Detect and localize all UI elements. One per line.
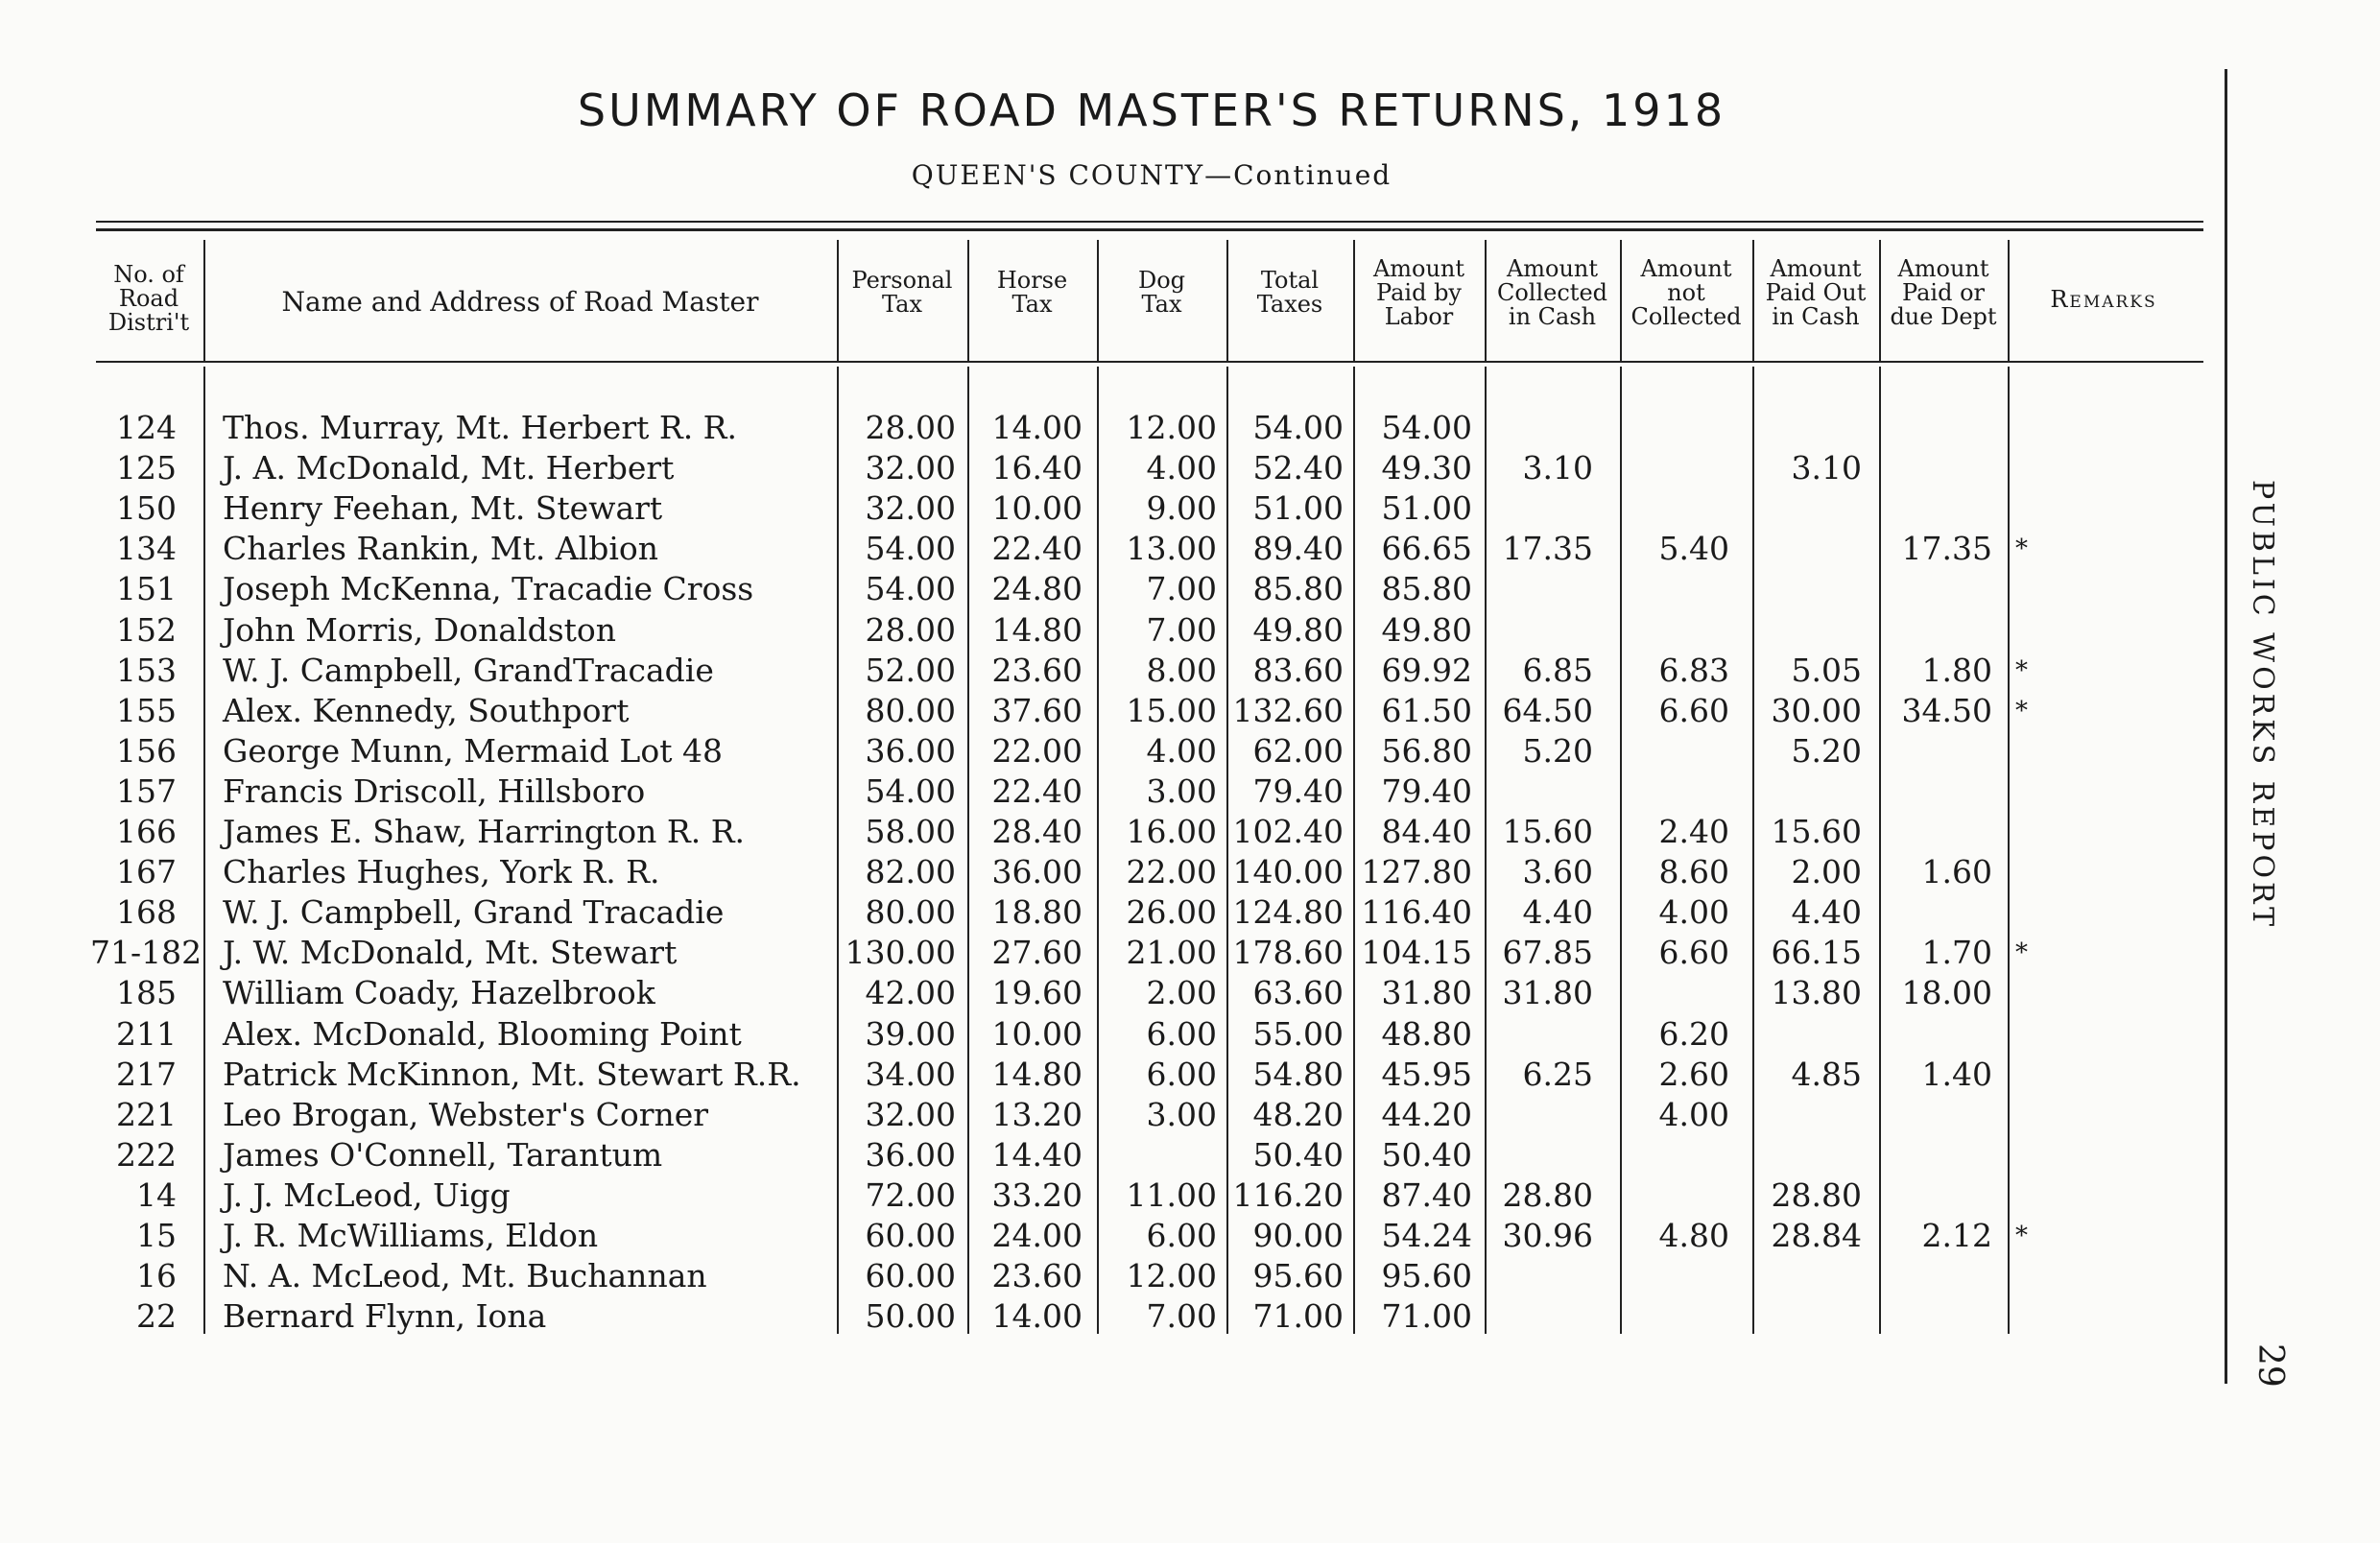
remark-asterisk: * [2015,938,2028,968]
column-header-line: Amount [1640,255,1732,282]
cell-not-collected: 4.00 [1658,1095,1729,1133]
cell-dog: 16.00 [1126,813,1217,850]
road-master-name: James O'Connell, Tarantum [223,1135,663,1174]
district-number: 124 [116,409,177,446]
cell-labor: 44.20 [1381,1095,1472,1133]
cell-collected: 4.40 [1522,893,1593,932]
district-number: 166 [116,813,177,850]
table-row [0,529,2207,569]
cell-horse: 22.00 [991,731,1083,770]
road-master-name: J. J. McLeod, Uigg [223,1175,511,1214]
cell-paid-out: 28.80 [1771,1175,1862,1214]
cell-labor: 84.40 [1381,813,1472,850]
cell-dog: 7.00 [1146,1297,1217,1336]
column-header-line: Paid Out [1765,279,1867,306]
column-header-line: in Cash [1508,303,1597,330]
cell-total: 55.00 [1252,1014,1344,1053]
cell-collected: 28.80 [1502,1175,1593,1214]
road-master-name: J. A. McDonald, Mt. Herbert [223,449,675,487]
column-header-paid-due-dept [1879,257,2008,329]
cell-total: 116.20 [1232,1175,1344,1214]
column-header-dog-tax [1097,269,1226,317]
cell-labor: 51.00 [1381,489,1472,528]
column-header-line: Tax [1012,291,1053,318]
cell-dog: 8.00 [1146,651,1217,689]
column-header-not-collected [1620,257,1752,329]
table-row [0,933,2207,973]
district-number: 150 [116,489,177,528]
cell-dog: 21.00 [1126,934,1217,972]
district-number: 217 [116,1055,177,1093]
cell-personal: 54.00 [865,530,956,568]
header-rule [96,361,2203,363]
cell-collected: 30.96 [1502,1217,1593,1254]
cell-horse: 14.00 [991,409,1083,446]
district-number: 152 [116,610,177,649]
column-header-line: in Cash [1772,303,1860,330]
cell-horse: 37.60 [991,691,1083,729]
cell-horse: 33.20 [991,1175,1083,1214]
cell-not-collected: 5.40 [1658,530,1729,568]
road-master-name: Thos. Murray, Mt. Herbert R. R. [223,409,738,446]
cell-paid-out: 5.20 [1791,731,1862,770]
cell-horse: 28.40 [991,813,1083,850]
cell-total: 178.60 [1232,934,1344,972]
cell-paid-out: 4.40 [1791,893,1862,932]
cell-total: 71.00 [1252,1297,1344,1336]
cell-paid-out: 5.05 [1791,651,1862,689]
road-master-name: Leo Brogan, Webster's Corner [223,1095,709,1133]
cell-personal: 60.00 [865,1217,956,1254]
cell-not-collected: 2.60 [1658,1055,1729,1093]
cell-paid-out: 3.10 [1791,449,1862,487]
column-header-line: Taxes [1256,291,1323,318]
cell-due-dept: 34.50 [1901,691,1992,729]
cell-total: 54.80 [1252,1055,1344,1093]
cell-not-collected: 2.40 [1658,813,1729,850]
district-number: 211 [116,1014,177,1053]
cell-personal: 82.00 [865,853,956,891]
cell-dog: 11.00 [1126,1175,1217,1214]
cell-personal: 28.00 [865,409,956,446]
cell-labor: 127.80 [1361,853,1472,891]
cell-total: 89.40 [1252,530,1344,568]
cell-personal: 32.00 [865,1095,956,1133]
cell-dog: 7.00 [1146,570,1217,608]
cell-personal: 28.00 [865,610,956,649]
table-row [0,1296,2207,1337]
cell-dog: 15.00 [1126,691,1217,729]
cell-horse: 19.60 [991,974,1083,1012]
cell-labor: 69.92 [1381,651,1472,689]
road-master-name: J. W. McDonald, Mt. Stewart [223,934,678,972]
cell-horse: 14.40 [991,1135,1083,1174]
cell-collected: 6.85 [1522,651,1593,689]
road-master-name: W. J. Campbell, Grand Tracadie [223,893,725,932]
road-master-name: George Munn, Mermaid Lot 48 [223,731,723,770]
road-master-name: John Morris, Donaldston [223,610,617,649]
column-header-personal-tax [837,269,967,317]
table-row [0,488,2207,529]
cell-horse: 23.60 [991,1257,1083,1295]
cell-horse: 24.80 [991,570,1083,608]
column-header-paid-by-labor [1353,257,1485,329]
remark-asterisk: * [2015,696,2028,725]
cell-total: 63.60 [1252,974,1344,1012]
road-master-name: Francis Driscoll, Hillsboro [223,772,646,810]
cell-personal: 80.00 [865,893,956,932]
cell-not-collected: 4.00 [1658,893,1729,932]
district-number: 15 [136,1217,177,1254]
cell-collected: 5.20 [1522,731,1593,770]
road-master-name: Alex. Kennedy, Southport [223,691,630,729]
road-master-name: Patrick McKinnon, Mt. Stewart R.R. [223,1055,801,1093]
top-rule-double [96,228,2203,231]
cell-horse: 10.00 [991,1014,1083,1053]
district-number: 155 [116,691,177,729]
cell-due-dept: 2.12 [1921,1217,1992,1254]
cell-not-collected: 6.60 [1658,934,1729,972]
cell-horse: 24.00 [991,1217,1083,1254]
cell-labor: 116.40 [1361,893,1472,932]
cell-due-dept: 1.80 [1921,651,1992,689]
road-master-name: Charles Rankin, Mt. Albion [223,530,658,568]
cell-dog: 3.00 [1146,1095,1217,1133]
cell-horse: 14.80 [991,1055,1083,1093]
column-header-line: Paid or [1902,279,1985,306]
cell-paid-out: 28.84 [1771,1217,1862,1254]
cell-personal: 42.00 [865,974,956,1012]
table-row [0,973,2207,1013]
cell-personal: 60.00 [865,1257,956,1295]
cell-collected: 67.85 [1502,934,1593,972]
table-row [0,1014,2207,1055]
cell-paid-out: 30.00 [1771,691,1862,729]
district-number: 185 [116,974,177,1012]
remark-asterisk: * [2015,534,2028,564]
cell-labor: 49.80 [1381,610,1472,649]
table-row [0,1095,2207,1135]
district-number: 22 [136,1297,177,1336]
column-header-line: Amount [1506,255,1599,282]
cell-total: 95.60 [1252,1257,1344,1295]
cell-dog: 12.00 [1126,1257,1217,1295]
road-master-name: Joseph McKenna, Tracadie Cross [223,570,754,608]
cell-dog: 4.00 [1146,731,1217,770]
district-number: 125 [116,449,177,487]
cell-total: 83.60 [1252,651,1344,689]
road-master-name: W. J. Campbell, GrandTracadie [223,651,714,689]
cell-due-dept: 1.60 [1921,853,1992,891]
table-row [0,892,2207,933]
cell-dog: 6.00 [1146,1217,1217,1254]
district-number: 151 [116,570,177,608]
cell-labor: 85.80 [1381,570,1472,608]
cell-labor: 54.00 [1381,409,1472,446]
cell-personal: 50.00 [865,1297,956,1336]
column-header-line: No. of [113,261,184,288]
cell-collected: 17.35 [1502,530,1593,568]
cell-horse: 14.80 [991,610,1083,649]
cell-total: 102.40 [1232,813,1344,850]
road-master-name: William Coady, Hazelbrook [223,974,655,1012]
district-number: 157 [116,772,177,810]
cell-horse: 10.00 [991,489,1083,528]
column-header-line: Total [1260,267,1320,294]
column-header-line: Collected [1630,303,1742,330]
cell-horse: 36.00 [991,853,1083,891]
column-header-line: Road [118,285,179,312]
cell-not-collected: 4.80 [1658,1217,1729,1254]
cell-labor: 50.40 [1381,1135,1472,1174]
column-header-district [96,263,202,335]
cell-labor: 79.40 [1381,772,1472,810]
cell-labor: 54.24 [1381,1217,1472,1254]
cell-collected: 31.80 [1502,974,1593,1012]
cell-not-collected: 6.83 [1658,651,1729,689]
cell-dog: 12.00 [1126,409,1217,446]
cell-total: 48.20 [1252,1095,1344,1133]
cell-labor: 104.15 [1361,934,1472,972]
cell-total: 54.00 [1252,409,1344,446]
cell-collected: 64.50 [1502,691,1593,729]
cell-dog: 6.00 [1146,1014,1217,1053]
cell-not-collected: 6.20 [1658,1014,1729,1053]
cell-total: 51.00 [1252,489,1344,528]
district-number: 167 [116,853,177,891]
column-header-line: Paid by [1376,279,1462,306]
cell-horse: 22.40 [991,772,1083,810]
cell-horse: 23.60 [991,651,1083,689]
cell-paid-out: 15.60 [1771,813,1862,850]
table-row [0,772,2207,812]
road-master-name: Alex. McDonald, Blooming Point [223,1014,742,1053]
column-header-line: Tax [882,291,922,318]
district-number: 222 [116,1135,177,1174]
road-master-name: Bernard Flynn, Iona [223,1297,547,1336]
remark-asterisk: * [2015,1222,2028,1250]
column-header-total-taxes [1226,269,1353,317]
table-row [0,1055,2207,1095]
table-row [0,691,2207,731]
table-row [0,569,2207,609]
road-master-name: J. R. McWilliams, Eldon [223,1217,599,1254]
district-number: 168 [116,893,177,932]
cell-personal: 36.00 [865,731,956,770]
column-header-line: Dog [1137,267,1186,294]
cell-total: 79.40 [1252,772,1344,810]
road-master-name: N. A. McLeod, Mt. Buchannan [223,1257,707,1295]
cell-personal: 32.00 [865,489,956,528]
cell-dog: 9.00 [1146,489,1217,528]
cell-dog: 26.00 [1126,893,1217,932]
road-master-name: Henry Feehan, Mt. Stewart [223,489,663,528]
column-header-line: Tax [1141,291,1182,318]
table-row [0,731,2207,772]
cell-paid-out: 66.15 [1771,934,1862,972]
table-row [0,1256,2207,1296]
cell-personal: 39.00 [865,1014,956,1053]
cell-collected: 3.10 [1522,449,1593,487]
table-row [0,812,2207,852]
cell-total: 52.40 [1252,449,1344,487]
table-row [0,1216,2207,1256]
cell-horse: 18.80 [991,893,1083,932]
cell-labor: 48.80 [1381,1014,1472,1053]
column-header-line: Amount [1770,255,1862,282]
cell-dog: 13.00 [1126,530,1217,568]
cell-horse: 27.60 [991,934,1083,972]
cell-paid-out: 4.85 [1791,1055,1862,1093]
cell-personal: 72.00 [865,1175,956,1214]
cell-personal: 58.00 [865,813,956,850]
district-number: 221 [116,1095,177,1133]
column-header-paid-out-cash [1752,257,1879,329]
road-master-name: Charles Hughes, York R. R. [223,853,660,891]
district-number: 153 [116,651,177,689]
column-header-line: Personal [851,267,953,294]
page-subtitle: QUEEN'S COUNTY—Continued [911,159,1392,191]
cell-personal: 34.00 [865,1055,956,1093]
cell-collected: 6.25 [1522,1055,1593,1093]
cell-due-dept: 1.70 [1921,934,1992,972]
cell-total: 50.40 [1252,1135,1344,1174]
cell-dog: 22.00 [1126,853,1217,891]
column-header-line: Distri't [107,309,190,336]
cell-not-collected: 8.60 [1658,853,1729,891]
cell-due-dept: 1.40 [1921,1055,1992,1093]
remark-asterisk: * [2015,655,2028,685]
top-rule [96,221,2203,223]
cell-due-dept: 18.00 [1901,974,1992,1012]
cell-horse: 16.40 [991,449,1083,487]
cell-dog: 3.00 [1146,772,1217,810]
cell-paid-out: 13.80 [1771,974,1862,1012]
cell-personal: 54.00 [865,772,956,810]
cell-personal: 36.00 [865,1135,956,1174]
table-row [0,610,2207,651]
cell-total: 140.00 [1232,853,1344,891]
cell-labor: 61.50 [1381,691,1472,729]
column-header-line: due Dept [1890,303,1997,330]
page-title: SUMMARY OF ROAD MASTER'S RETURNS, 1918 [577,84,1726,136]
district-number: 14 [136,1175,177,1214]
margin-line [2225,69,2227,1384]
column-header-horse-tax [967,269,1097,317]
cell-total: 85.80 [1252,570,1344,608]
table-row [0,408,2207,448]
cell-personal: 80.00 [865,691,956,729]
cell-collected: 3.60 [1522,853,1593,891]
cell-dog: 7.00 [1146,610,1217,649]
cell-personal: 130.00 [845,934,956,972]
page-number: 29 [2250,1343,2290,1388]
column-header-name [203,286,837,318]
cell-total: 49.80 [1252,610,1344,649]
cell-collected: 15.60 [1502,813,1593,850]
cell-total: 132.60 [1232,691,1344,729]
district-number: 16 [136,1257,177,1295]
column-header-line: Labor [1384,303,1454,330]
column-header-line: Horse [996,267,1068,294]
road-master-name: James E. Shaw, Harrington R. R. [223,813,746,850]
cell-not-collected: 6.60 [1658,691,1729,729]
column-header-line: Amount [1897,255,1989,282]
cell-labor: 95.60 [1381,1257,1472,1295]
district-number: 134 [116,530,177,568]
cell-horse: 14.00 [991,1297,1083,1336]
column-header-line: Collected [1496,279,1608,306]
column-header-remarks [2008,288,2200,312]
column-header-line: Name and Address of Road Master [281,286,759,318]
table-row [0,651,2207,691]
cell-personal: 32.00 [865,449,956,487]
cell-dog: 6.00 [1146,1055,1217,1093]
table-row [0,1175,2207,1216]
column-header-collected-cash [1485,257,1620,329]
cell-total: 90.00 [1252,1217,1344,1254]
cell-labor: 56.80 [1381,731,1472,770]
cell-paid-out: 2.00 [1791,853,1862,891]
cell-dog: 4.00 [1146,449,1217,487]
district-number: 71-182 [90,934,202,972]
cell-labor: 87.40 [1381,1175,1472,1214]
column-header-line: Remarks [2050,286,2157,313]
cell-labor: 71.00 [1381,1297,1472,1336]
cell-labor: 31.80 [1381,974,1472,1012]
column-header-line: not [1667,279,1705,306]
cell-total: 62.00 [1252,731,1344,770]
cell-horse: 13.20 [991,1095,1083,1133]
cell-labor: 66.65 [1381,530,1472,568]
cell-dog: 2.00 [1146,974,1217,1012]
table-row [0,852,2207,892]
running-head: PUBLIC WORKS REPORT [2246,480,2279,931]
table-row [0,448,2207,488]
cell-labor: 49.30 [1381,449,1472,487]
cell-due-dept: 17.35 [1901,530,1992,568]
column-header-line: Amount [1372,255,1465,282]
table-row [0,1135,2207,1175]
district-number: 156 [116,731,177,770]
cell-total: 124.80 [1232,893,1344,932]
cell-personal: 52.00 [865,651,956,689]
cell-horse: 22.40 [991,530,1083,568]
cell-personal: 54.00 [865,570,956,608]
cell-labor: 45.95 [1381,1055,1472,1093]
